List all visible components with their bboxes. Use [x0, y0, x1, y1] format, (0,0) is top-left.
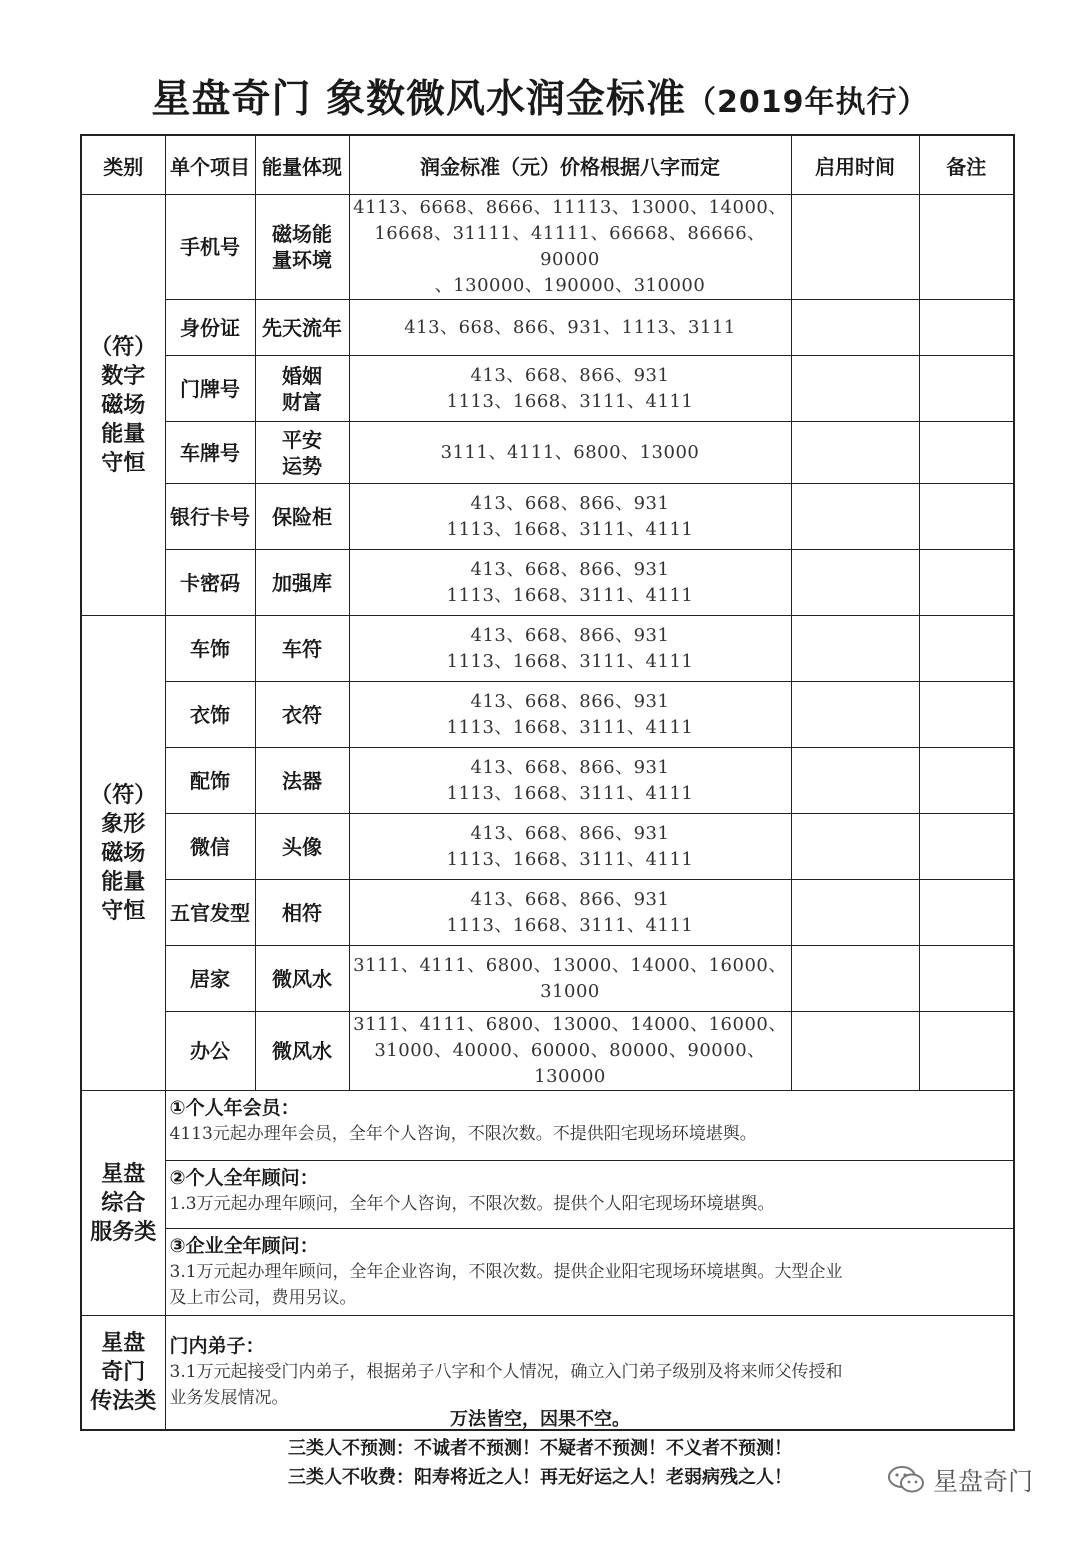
- item-cell: 卡密码: [165, 550, 255, 616]
- service-title: ②个人全年顾问：: [169, 1167, 319, 1189]
- start-time-cell: [791, 616, 919, 682]
- start-time-cell: [791, 356, 919, 422]
- price-cell: [349, 1012, 791, 1091]
- category-line: （符）: [90, 782, 157, 808]
- energy-line: 保险柜: [272, 504, 332, 529]
- table-row: [81, 195, 1014, 300]
- table-row: [81, 748, 1014, 814]
- header-remark: 备注: [919, 135, 1014, 195]
- price-cell: [349, 748, 791, 814]
- price-cell: [349, 880, 791, 946]
- start-time-cell: [791, 814, 919, 880]
- table-row: [81, 1012, 1014, 1091]
- price-line: 31000: [540, 980, 600, 1002]
- category-cell: [81, 195, 165, 616]
- start-time-cell: [791, 484, 919, 550]
- remark-cell: [919, 356, 1014, 422]
- price-line: 1113、1668、3111、4111: [446, 584, 694, 606]
- price-line: 4113、6668、8666、11113、13000、14000、: [353, 197, 787, 218]
- item-cell: 居家: [165, 946, 255, 1012]
- price-cell: [349, 195, 791, 300]
- energy-cell: [255, 682, 349, 748]
- remark-cell: [919, 748, 1014, 814]
- remark-cell: [919, 616, 1014, 682]
- energy-cell: [255, 616, 349, 682]
- footer-line: 三类人不预测：不诚者不预测！不疑者不预测！不义者不预测！: [288, 1438, 792, 1459]
- item-cell: 车牌号: [165, 422, 255, 484]
- category-line: 数字: [101, 363, 146, 389]
- category-line: 能量: [101, 869, 146, 895]
- energy-line: 财富: [282, 389, 322, 414]
- remark-cell: [919, 946, 1014, 1012]
- remark-cell: [919, 300, 1014, 356]
- teaching-title: 门内弟子：: [169, 1335, 265, 1358]
- item-cell: 五官发型: [165, 880, 255, 946]
- price-line: 413、668、866、931: [470, 822, 670, 844]
- price-line: 16668、31111、41111、66668、86666、90000: [374, 223, 766, 270]
- price-cell: [349, 356, 791, 422]
- table-row: [81, 550, 1014, 616]
- remark-cell: [919, 422, 1014, 484]
- header-price: 润金标准（元）价格根据八字而定: [349, 135, 791, 195]
- category-line: 象形: [101, 811, 146, 837]
- category-line: 守恒: [101, 450, 146, 476]
- price-cell: [349, 422, 791, 484]
- category-line: 守恒: [101, 898, 146, 924]
- header-energy: 能量体现: [255, 135, 349, 195]
- table-row: [81, 422, 1014, 484]
- price-table: [80, 134, 1015, 1431]
- service-desc: [170, 1121, 1008, 1147]
- energy-cell: [255, 484, 349, 550]
- price-line: 413、668、866、931、1113、3111: [404, 316, 736, 338]
- category-line: 综合: [101, 1190, 146, 1216]
- price-line: 1113、1668、3111、4111: [446, 650, 694, 672]
- table-header-row: [81, 135, 1014, 195]
- price-line: 31000、40000、60000、80000、90000、130000: [374, 1040, 766, 1087]
- energy-line: 相符: [282, 900, 322, 925]
- energy-cell: [255, 422, 349, 484]
- energy-cell: [255, 748, 349, 814]
- price-line: 1113、1668、3111、4111: [446, 914, 694, 936]
- energy-cell: [255, 814, 349, 880]
- price-cell: [349, 814, 791, 880]
- service-desc-line: 1.3万元起办理年顾问，全年个人咨询，不限次数。提供个人阳宅现场环境堪舆。: [169, 1194, 775, 1214]
- service-desc: [170, 1191, 1008, 1217]
- energy-line: 先天流年: [262, 315, 342, 340]
- category-line: 奇门: [101, 1359, 146, 1385]
- price-line: 3111、4111、6800、13000: [440, 441, 700, 463]
- item-cell: 银行卡号: [165, 484, 255, 550]
- service-row: [81, 1091, 1014, 1161]
- price-line: 413、668、866、931: [470, 492, 670, 514]
- price-line: 413、668、866、931: [470, 558, 670, 580]
- item-cell: 配饰: [165, 748, 255, 814]
- teaching-desc-line: 3.1万元起接受门内弟子，根据弟子八字和个人情况，确立入门弟子级别及将来师父传授和: [169, 1362, 843, 1383]
- energy-line: 法器: [282, 768, 322, 793]
- header-start-time: 启用时间: [791, 135, 919, 195]
- service-cell: [165, 1229, 1014, 1316]
- service-desc-line: 4113元起办理年会员，全年个人咨询，不限次数。不提供阳宅现场环境堪舆。: [169, 1124, 757, 1144]
- price-line: 1113、1668、3111、4111: [446, 518, 694, 540]
- brand-name: 星盘奇门: [933, 1467, 1034, 1496]
- category-line: 磁场: [101, 840, 146, 866]
- service-row: [81, 1229, 1014, 1316]
- table-row: [81, 880, 1014, 946]
- remark-cell: [919, 880, 1014, 946]
- item-cell: 办公: [165, 1012, 255, 1091]
- price-cell: [349, 300, 791, 356]
- price-cell: [349, 946, 791, 1012]
- brand-watermark: [887, 1462, 1033, 1498]
- price-line: 3111、4111、6800、13000、14000、16000、: [353, 954, 787, 976]
- price-line: 413、668、866、931: [470, 624, 670, 646]
- category-line: 星盘: [101, 1161, 146, 1187]
- price-line: 、130000、190000、310000: [434, 275, 706, 296]
- item-cell: 衣饰: [165, 682, 255, 748]
- service-cell: [165, 1161, 1014, 1229]
- footer-line: 三类人不收费：阳寿将近之人！再无好运之人！老弱病残之人！: [288, 1467, 792, 1488]
- price-cell: [349, 550, 791, 616]
- energy-cell: [255, 1012, 349, 1091]
- price-line: 413、668、866、931: [470, 888, 670, 910]
- remark-cell: [919, 484, 1014, 550]
- page-title: 星盘奇门 象数微风水润金标准（2019年执行）: [151, 77, 929, 122]
- energy-cell: [255, 300, 349, 356]
- footer-line: 万法皆空，因果不空。: [450, 1409, 630, 1430]
- remark-cell: [919, 682, 1014, 748]
- table-row: [81, 484, 1014, 550]
- start-time-cell: [791, 748, 919, 814]
- price-cell: [349, 616, 791, 682]
- table-row: [81, 946, 1014, 1012]
- table-row: [81, 300, 1014, 356]
- energy-line: 车符: [282, 636, 322, 661]
- table-row: [81, 356, 1014, 422]
- service-title: ①个人年会员：: [169, 1097, 300, 1119]
- remark-cell: [919, 814, 1014, 880]
- price-line: 1113、1668、3111、4111: [446, 390, 694, 412]
- start-time-cell: [791, 1012, 919, 1091]
- item-cell: 微信: [165, 814, 255, 880]
- energy-line: 平安: [282, 427, 322, 452]
- price-line: 413、668、866、931: [470, 364, 670, 386]
- remark-cell: [919, 550, 1014, 616]
- category-cell: [81, 616, 165, 1091]
- energy-cell: [255, 946, 349, 1012]
- energy-cell: [255, 356, 349, 422]
- energy-line: 磁场能: [272, 222, 332, 246]
- start-time-cell: [791, 422, 919, 484]
- price-line: 1113、1668、3111、4111: [446, 716, 694, 738]
- price-line: 1113、1668、3111、4111: [446, 782, 694, 804]
- price-line: 413、668、866、931: [470, 690, 670, 712]
- item-cell: 门牌号: [165, 356, 255, 422]
- remark-cell: [919, 1012, 1014, 1091]
- wechat-icon: [887, 1465, 927, 1495]
- price-cell: [349, 484, 791, 550]
- remark-cell: [919, 195, 1014, 300]
- teaching-desc: [170, 1359, 1008, 1411]
- service-category-cell: [81, 1091, 165, 1316]
- service-title: ③企业全年顾问：: [169, 1235, 319, 1257]
- item-cell: 车饰: [165, 616, 255, 682]
- header-item: 单个项目: [165, 135, 255, 195]
- service-cell: [165, 1091, 1014, 1161]
- start-time-cell: [791, 946, 919, 1012]
- service-desc-line: 及上市公司，费用另议。: [169, 1288, 357, 1308]
- start-time-cell: [791, 550, 919, 616]
- start-time-cell: [791, 195, 919, 300]
- table-row: [81, 814, 1014, 880]
- category-line: 服务类: [90, 1219, 157, 1245]
- energy-line: 头像: [282, 834, 322, 859]
- category-line: 能量: [101, 421, 146, 447]
- start-time-cell: [791, 880, 919, 946]
- energy-line: 量环境: [272, 248, 332, 272]
- item-cell: 手机号: [165, 195, 255, 300]
- category-line: 传法类: [90, 1388, 157, 1414]
- price-line: 3111、4111、6800、13000、14000、16000、: [353, 1014, 787, 1035]
- service-desc: [170, 1259, 1008, 1311]
- table-row: [81, 616, 1014, 682]
- price-line: 413、668、866、931: [470, 756, 670, 778]
- category-line: 星盘: [101, 1330, 146, 1356]
- category-line: 磁场: [101, 392, 146, 418]
- teaching-desc-line: 业务发展情况。: [169, 1388, 289, 1409]
- category-line: （符）: [90, 334, 157, 360]
- start-time-cell: [791, 300, 919, 356]
- energy-line: 微风水: [272, 1039, 332, 1063]
- energy-line: 运势: [282, 453, 322, 478]
- energy-line: 衣符: [282, 702, 322, 727]
- header-category: 类别: [81, 135, 165, 195]
- energy-cell: [255, 880, 349, 946]
- item-cell: 身份证: [165, 300, 255, 356]
- price-line: 1113、1668、3111、4111: [446, 848, 694, 870]
- energy-cell: [255, 550, 349, 616]
- service-desc-line: 3.1万元起办理年顾问，全年企业咨询，不限次数。提供企业阳宅现场环境堪舆。大型企业: [169, 1262, 843, 1282]
- energy-line: 婚姻: [282, 363, 322, 388]
- energy-line: 微风水: [272, 966, 332, 991]
- service-row: [81, 1161, 1014, 1229]
- table-row: [81, 682, 1014, 748]
- energy-cell: [255, 195, 349, 300]
- start-time-cell: [791, 682, 919, 748]
- price-cell: [349, 682, 791, 748]
- energy-line: 加强库: [272, 570, 332, 595]
